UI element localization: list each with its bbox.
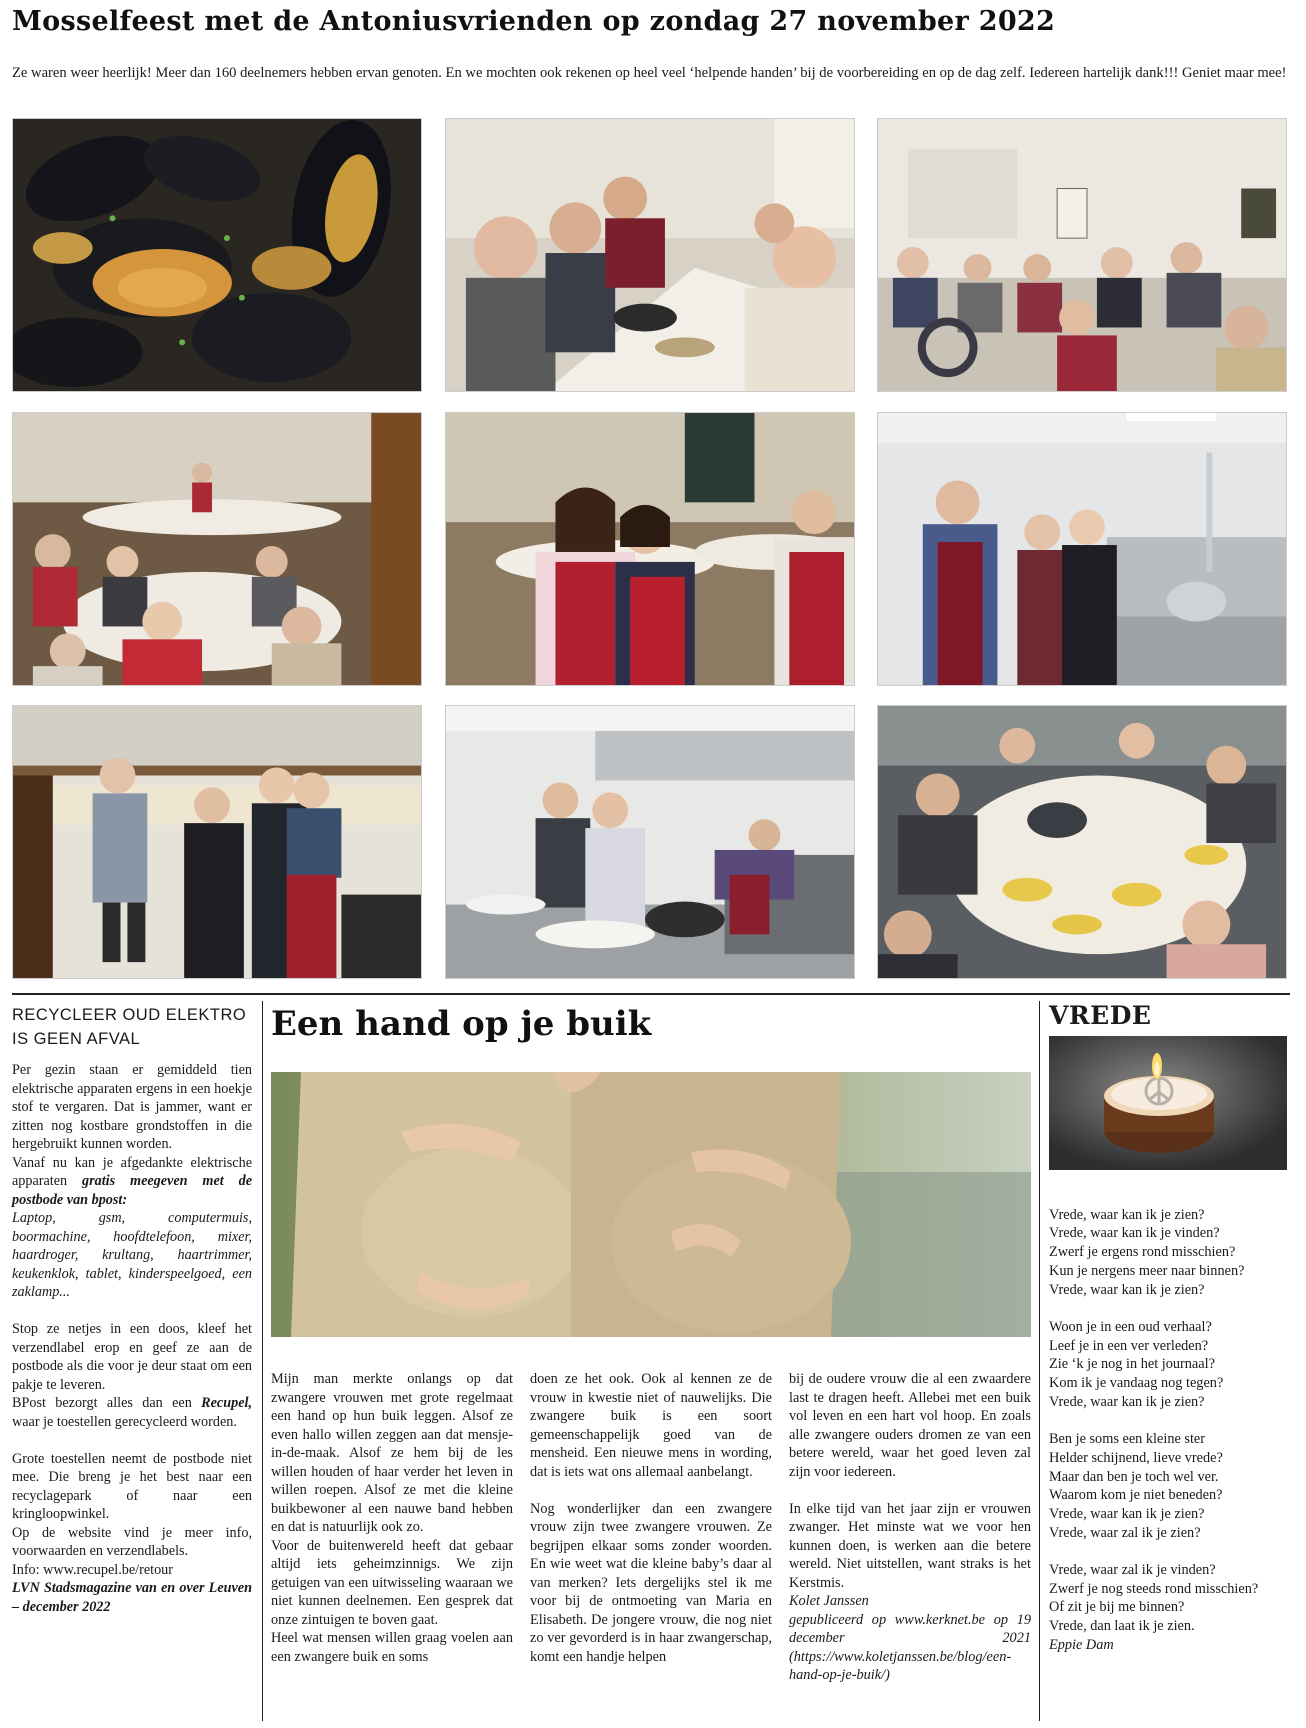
article-column-2: doen ze het ook. Ook al kennen ze de vrouw in kwestie niet of nauwelijks. Die zwangere buik is een soort gemeenschappelijk goed van de mensheid. Een nieuwe mens in wording, dat is iets wat ons allemaal aanbelangt. Nog wonderlijker dan een zwangere vrouw zijn twee zwangere vrouwen. Ze begrijpen elkaar soms zonder woorden. En wie weet wat die kleine baby’s daar al van merken? Iets dergelijks stel ik me voor bij de ontmoeting van Maria en Elisabeth. De jongere vrouw, die nog niet zo ver gevorderd is in haar zwangerschap, komt een handje helpen bbox=[530, 1371, 772, 1665]
poem-line: Maar dan ben je toch wel ver. bbox=[1049, 1468, 1219, 1485]
photo-hall-elderly bbox=[877, 118, 1287, 392]
poem-line: Vrede, waar kan ik je zien? bbox=[1049, 1393, 1205, 1410]
poem-line: Woon je in een oud verhaal? bbox=[1049, 1318, 1212, 1335]
poem-stanza-2 bbox=[1049, 1318, 1293, 1412]
poem-line: Kun je nergens meer naar binnen? bbox=[1049, 1262, 1245, 1279]
poem-title: VREDE bbox=[1049, 1001, 1152, 1030]
recycle-source: LVN Stadsmagazine van en over Leuven – december 2022 bbox=[12, 1580, 252, 1615]
poem-stanza-4 bbox=[1049, 1561, 1293, 1636]
article-title: Een hand op je buik bbox=[271, 1004, 652, 1044]
photo-pregnant-women bbox=[271, 1072, 1031, 1337]
poem-vrede bbox=[1049, 1003, 1293, 1655]
poem-author: Eppie Dam bbox=[1049, 1636, 1114, 1653]
recycle-article bbox=[12, 1003, 252, 1616]
recycle-paragraph: Per gezin staan er gemiddeld tien elektrische apparaten ergens in een hoekje stof te vergaren. Dat is jammer, want er zitten nog kostbare grondstoffen in die hergebruikt kunnen worden. bbox=[12, 1062, 252, 1152]
recycle-paragraph: Stop ze netjes in een doos, kleef het verzendlabel erop en geef ze aan de postbode als die voor je deur staat om een pakje te leveren. bbox=[12, 1321, 252, 1393]
photo-peace-candle bbox=[1049, 1036, 1287, 1170]
poem-line: Leef je in een ver verleden? bbox=[1049, 1337, 1209, 1354]
photo-round-tables bbox=[12, 412, 422, 686]
photo-young-people-table bbox=[877, 705, 1287, 979]
recycle-paragraph: Grote toestellen neemt de postbode niet mee. Die breng je het best naar een recyclagepark of naar een kringloopwinkel. bbox=[12, 1450, 252, 1522]
poem-line: Kom ik je vandaag nog tegen? bbox=[1049, 1375, 1224, 1392]
article-source: gepubliceerd op www.kerknet.be op 19 december 2021 (https://www.koletjanssen.be/blog/een-hand-op-je-buik/) bbox=[789, 1611, 1031, 1683]
poem-stanza-3 bbox=[1049, 1430, 1293, 1542]
column-divider-left bbox=[262, 1001, 263, 1721]
appliance-list: Laptop, gsm, computermuis, boormachine, hoofdtelefoon, mixer, haardroger, krultang, haartrimmer, keukenklok, tablet, kinderspeelgoed, een zaklamp... bbox=[12, 1210, 252, 1300]
poem-line: Vrede, waar zal ik je zien? bbox=[1049, 1524, 1201, 1541]
poem-line: Waarom kom je niet beneden? bbox=[1049, 1487, 1223, 1504]
column-divider-right bbox=[1039, 1001, 1040, 1721]
poem-line: Ben je soms een kleine ster bbox=[1049, 1431, 1206, 1448]
photo-bar-kitchen bbox=[12, 705, 422, 979]
article-column-1: Mijn man merkte onlangs op dat zwangere vrouwen met grote regelmaat een hand op hun buik leggen. Alsof ze even hallo willen zeggen aan dat mensje-in-de-maak. Alsof ze hem bij de les willen houden of haar verder het leven in willen roepen. Alsof ze met die kleine buikbewoner al een nauwe band hebben en dat is natuurlijk ook zo. Voor de buitenwereld heeft dat gebaar altijd iets geheimzinnigs. We zijn getuigen van een uitwisseling waaraan we niet kunnen deelnemen. Een gesprek dat onze zintuigen te boven gaat. Heel wat mensen willen graag voelen aan een zwangere buik en soms bbox=[271, 1371, 513, 1665]
article-column-3: bij de oudere vrouw die al een zwaardere last te dragen heeft. Allebei met een buik vol leven en een hart vol hoop. En zoals alle zwangere ouders dromen ze van een betere wereld, waar het goed leven zal zijn voor iedereen. In elke tijd van het jaar zijn er vrouwen zwanger. Het minste wat we voor hen kunnen doen, is werken aan die betere wereld. Niet uitstellen, want straks is het Kerstmis. Kolet Janssen gepubliceerd op www.kerknet.be op 19 december 2021 (https://www.koletjanssen.be/blog/een-hand-op-je-buik/) bbox=[789, 1371, 1031, 1683]
photo-mussels bbox=[12, 118, 422, 392]
poem-line: Vrede, waar zal ik je vinden? bbox=[1049, 1562, 1216, 1579]
article-author: Kolet Janssen bbox=[789, 1593, 869, 1609]
photo-kitchen-volunteers bbox=[877, 412, 1287, 686]
recycle-paragraph: Op de website vind je meer info, voorwaarden en verzendlabels. bbox=[12, 1524, 252, 1559]
poem-line: Helder schijnend, lieve vrede? bbox=[1049, 1449, 1223, 1466]
photo-dining-table-men bbox=[445, 118, 855, 392]
recycle-info-link[interactable]: Info: www.recupel.be/retour bbox=[12, 1561, 173, 1578]
poem-line: Zie ‘k je nog in het journaal? bbox=[1049, 1356, 1215, 1373]
headline: Mosselfeest met de Antoniusvrienden op zondag 27 november 2022 bbox=[12, 6, 1056, 37]
poem-line: Zwerf je nog steeds rond misschien? bbox=[1049, 1580, 1259, 1597]
recycle-paragraph: BPost bezorgt alles dan een Recupel, waar je toestellen gerecycleerd worden. bbox=[12, 1395, 252, 1430]
poem-line: Vrede, waar kan ik je zien? bbox=[1049, 1505, 1205, 1522]
poem-line: Vrede, waar kan ik je zien? bbox=[1049, 1206, 1205, 1223]
poem-stanza-1 bbox=[1049, 1206, 1293, 1300]
intro-text: Ze waren weer heerlijk! Meer dan 160 deelnemers hebben ervan genoten. En we mochten ook rekenen op heel veel ‘helpende handen’ bij de voorbereiding en op de dag zelf. Iedereen hartelijk dank!!! Geniet maar mee! bbox=[12, 65, 1287, 81]
photo-volunteers-aprons bbox=[445, 412, 855, 686]
poem-line: Zwerf je ergens rond misschien? bbox=[1049, 1244, 1236, 1261]
recycle-title: RECYCLEER OUD ELEKTRO IS GEEN AFVAL bbox=[12, 1006, 247, 1048]
poem-line: Of zit je bij me binnen? bbox=[1049, 1599, 1185, 1616]
poem-line: Vrede, waar kan ik je vinden? bbox=[1049, 1225, 1220, 1242]
recycle-paragraph: Vanaf nu kan je afgedankte elektrische apparaten gratis meegeven met de postbode van bpost: bbox=[12, 1154, 252, 1208]
section-divider bbox=[12, 993, 1290, 995]
photo-kitchen-cooks bbox=[445, 705, 855, 979]
poem-line: Vrede, waar kan ik je zien? bbox=[1049, 1281, 1205, 1298]
poem-line: Vrede, dan laat ik je zien. bbox=[1049, 1618, 1195, 1635]
